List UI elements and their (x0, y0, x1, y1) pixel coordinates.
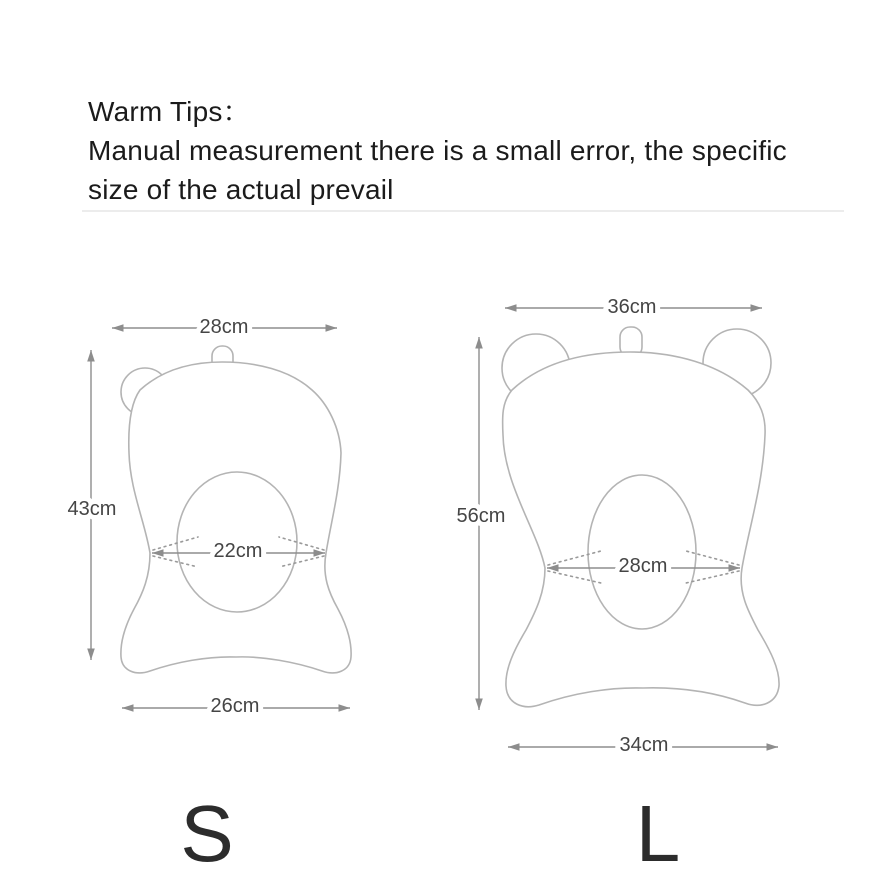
dim-top-width (505, 296, 762, 318)
warm-tips-line1: Manual measurement there is a small error, the specific (88, 135, 787, 166)
cushion-outline (121, 362, 351, 673)
warm-tips-line2: size of the actual prevail (88, 174, 394, 205)
divider (82, 210, 844, 212)
warm-tips (88, 92, 828, 209)
cushion-outline (503, 352, 779, 707)
figure-s-diagram (50, 290, 380, 730)
dim-top-width (112, 316, 337, 338)
side-height-label: 56cm (456, 505, 506, 527)
bottom-width-label: 34cm (619, 734, 669, 756)
size-label-l: L (635, 789, 681, 878)
waist-width-label: 28cm (618, 555, 668, 577)
bottom-width-label: 26cm (210, 695, 260, 717)
top-width-label: 36cm (607, 296, 657, 318)
warm-tips-title: Warm Tips： (88, 96, 251, 127)
dim-bottom-width (508, 734, 778, 756)
dim-side-height (68, 350, 117, 660)
side-height-label: 43cm (67, 498, 117, 520)
dim-bottom-width (122, 695, 350, 717)
dim-side-height (457, 337, 506, 710)
figure-l-diagram (430, 280, 800, 760)
waist-width-label: 22cm (213, 540, 263, 562)
top-width-label: 28cm (199, 316, 249, 338)
size-label-s: S (180, 789, 234, 878)
